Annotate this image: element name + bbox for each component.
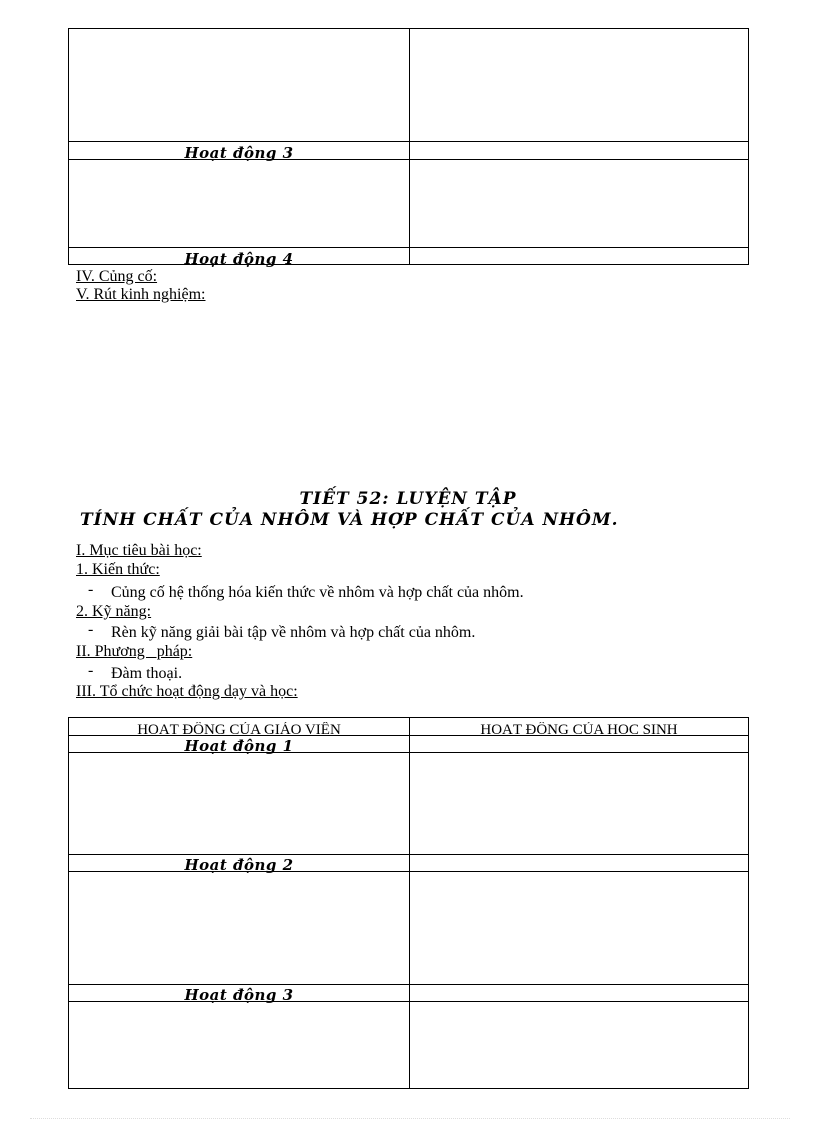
table-row xyxy=(69,752,748,854)
table-row xyxy=(69,141,748,159)
knowledge-item: Củng cố hệ thống hóa kiến thức về nhôm và hợp chất của nhôm. xyxy=(111,584,524,601)
section-5-heading: V. Rút kinh nghiệm: xyxy=(76,286,206,303)
activity-2-label: Hoạt động 2 xyxy=(184,857,294,873)
organization-heading: III. Tổ chức hoạt động dạy và học: xyxy=(76,683,298,700)
student-column-header: HOẠT ĐỘNG CỦA HỌC SINH xyxy=(480,722,678,736)
activity-table xyxy=(68,717,749,1089)
activity-1-label: Hoạt động 1 xyxy=(184,738,294,754)
method-heading: II. Phương pháp: xyxy=(76,643,193,660)
skills-item: Rèn kỹ năng giải bài tập về nhôm và hợp chất của nhôm. xyxy=(111,624,476,641)
table-row xyxy=(69,984,748,1001)
lesson-subtitle: TÍNH CHẤT CỦA NHÔM VÀ HỢP CHẤT CỦA NHÔM. xyxy=(80,510,619,530)
table-row xyxy=(69,247,748,265)
table-row xyxy=(69,854,748,871)
bullet-marker: - xyxy=(88,621,94,638)
teacher-column-header: HOẠT ĐỘNG CỦA GIÁO VIÊN xyxy=(137,722,341,736)
objectives-heading: I. Mục tiêu bài học: xyxy=(76,542,202,559)
bullet-marker: - xyxy=(88,662,94,679)
method-item: Đàm thoại. xyxy=(111,665,183,682)
page-edge-divider xyxy=(30,1118,790,1119)
table-header-row xyxy=(69,718,748,735)
table-row xyxy=(69,871,748,984)
knowledge-heading: 1. Kiến thức: xyxy=(76,561,160,578)
bullet-marker: - xyxy=(88,581,94,598)
activity-3-label: Hoạt động 3 xyxy=(184,145,294,161)
activity-3-label: Hoạt động 3 xyxy=(184,987,294,1003)
top-activity-table xyxy=(68,28,749,265)
table-row xyxy=(69,1001,748,1089)
table-row xyxy=(69,735,748,752)
lesson-title: TIẾT 52: LUYỆN TẬP xyxy=(299,489,517,509)
activity-4-label: Hoạt động 4 xyxy=(184,251,294,267)
skills-heading: 2. Kỹ năng: xyxy=(76,603,152,620)
section-4-heading: IV. Củng cố: xyxy=(76,268,158,285)
table-row xyxy=(69,159,748,247)
